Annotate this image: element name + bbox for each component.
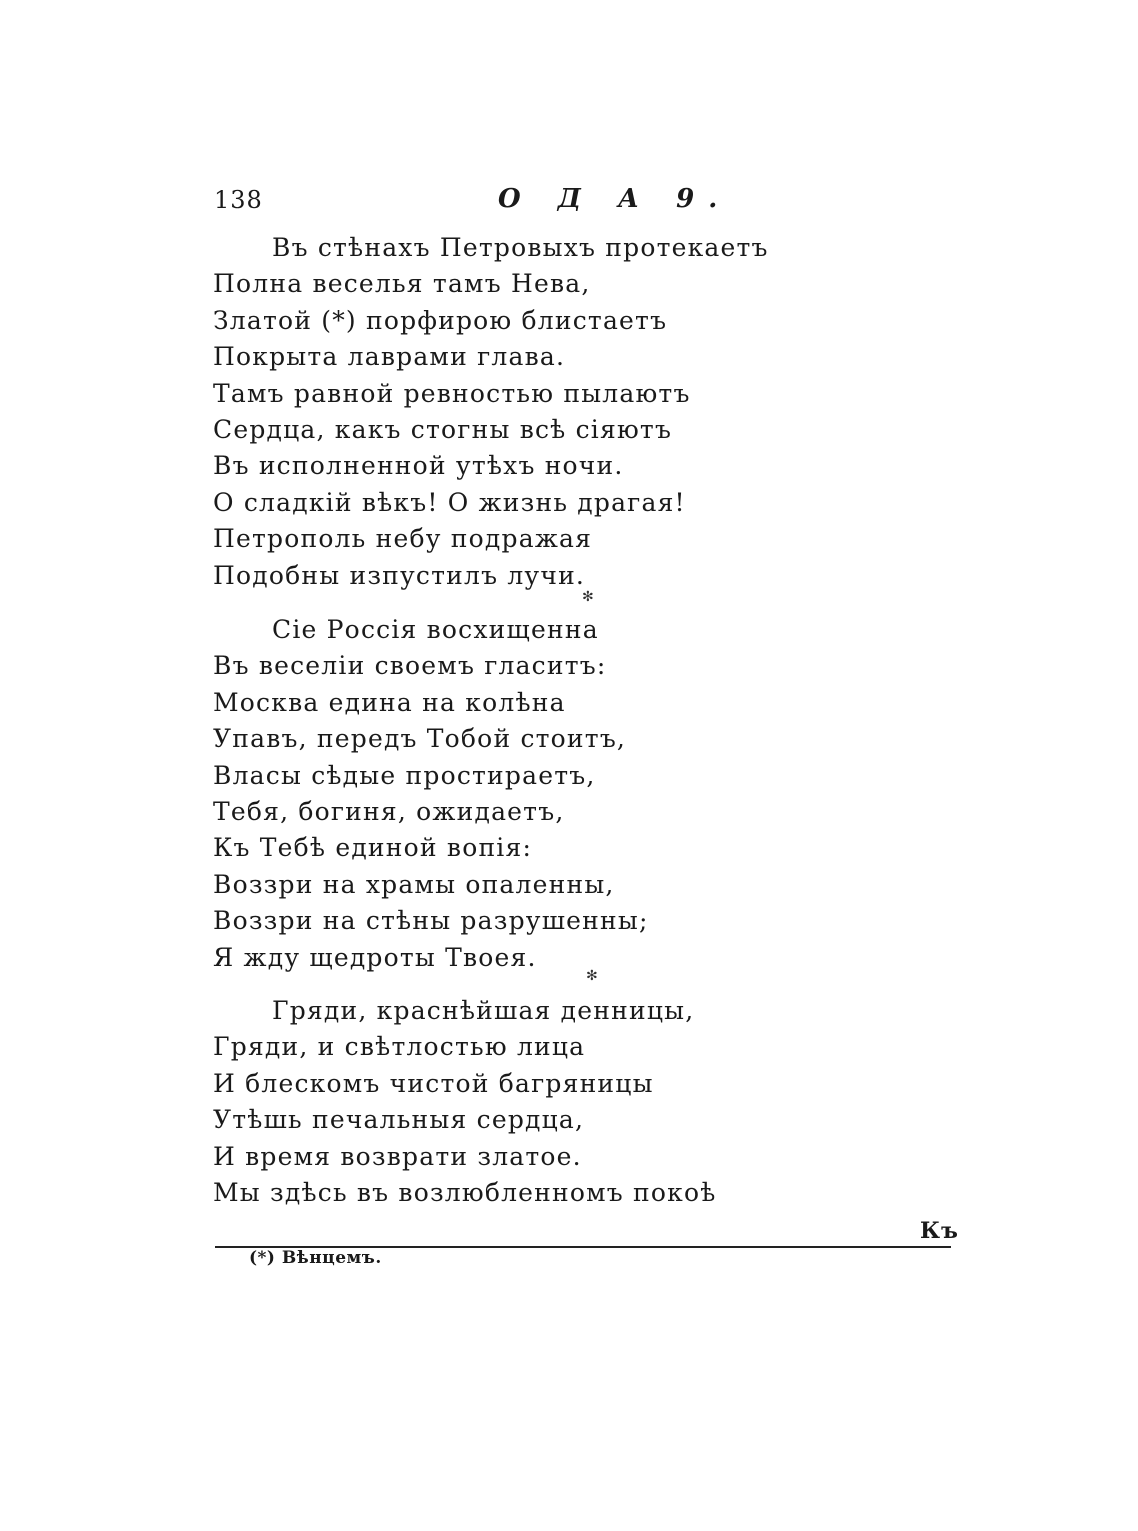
stanza-separator-asterism: ✻ bbox=[582, 589, 594, 605]
verse-line: Петрополь небу подражая bbox=[213, 524, 593, 554]
verse-line: Тамъ равной ревностью пылаютъ bbox=[213, 378, 691, 408]
verse-line: Мы здѣсь въ возлюбленномъ покоѣ bbox=[213, 1177, 717, 1207]
verse-line: Москва едина на колѣна bbox=[213, 687, 566, 717]
verse-line: Утѣшь печальныя сердца, bbox=[213, 1105, 585, 1135]
verse-line: Воззри на стѣны разрушенны; bbox=[213, 906, 649, 936]
verse-line: Въ исполненной утѣхъ ночи. bbox=[213, 451, 624, 481]
verse-line: Сіе Россія восхищенна bbox=[272, 615, 599, 644]
stanza bbox=[213, 612, 649, 976]
verse-line: Полна веселья тамъ Нева, bbox=[213, 269, 591, 299]
verse-line: Упавъ, передъ Тобой стоитъ, bbox=[213, 724, 627, 754]
verse-line: Власы сѣдые простираетъ, bbox=[213, 760, 596, 790]
verse-line: О сладкій вѣкъ! О жизнь драгая! bbox=[213, 487, 686, 517]
stanza bbox=[213, 993, 717, 1211]
verse-line: Къ Тебѣ единой вопія: bbox=[213, 833, 533, 863]
verse-line: Златой (*) порфирою блистаетъ bbox=[213, 305, 668, 335]
verse-line: Тебя, богиня, ожидаетъ, bbox=[213, 796, 565, 826]
verse-line: Сердца, какъ стогны всѣ сіяютъ bbox=[213, 414, 673, 444]
verse-line: Покрыта лаврами глава. bbox=[213, 342, 566, 372]
verse-line: И время возврати златое. bbox=[213, 1141, 582, 1171]
verse-line: И блескомъ чистой багряницы bbox=[213, 1068, 654, 1098]
verse-line: Въ стѣнахъ Петровыхъ протекаетъ bbox=[272, 233, 769, 262]
verse-line: Воззри на храмы опаленны, bbox=[213, 869, 615, 899]
stanza bbox=[213, 230, 769, 594]
verse-line: Подобны изпустилъ лучи. bbox=[213, 560, 586, 590]
verse-line: Гряди, краснѣйшая денницы, bbox=[272, 996, 695, 1025]
verse-line: Въ веселіи своемъ гласитъ: bbox=[213, 651, 607, 681]
catchword: Къ bbox=[920, 1218, 959, 1244]
footnote: (*) Вѣнцемъ. bbox=[249, 1248, 382, 1268]
stanza-separator-asterism: ✻ bbox=[586, 968, 598, 984]
verse-line: Гряди, и свѣтлостью лица bbox=[213, 1032, 586, 1062]
page-number: 138 bbox=[214, 186, 263, 214]
verse-line: Я жду щедроты Твоея. bbox=[213, 942, 537, 972]
running-head: О Д А 9. bbox=[498, 184, 732, 214]
